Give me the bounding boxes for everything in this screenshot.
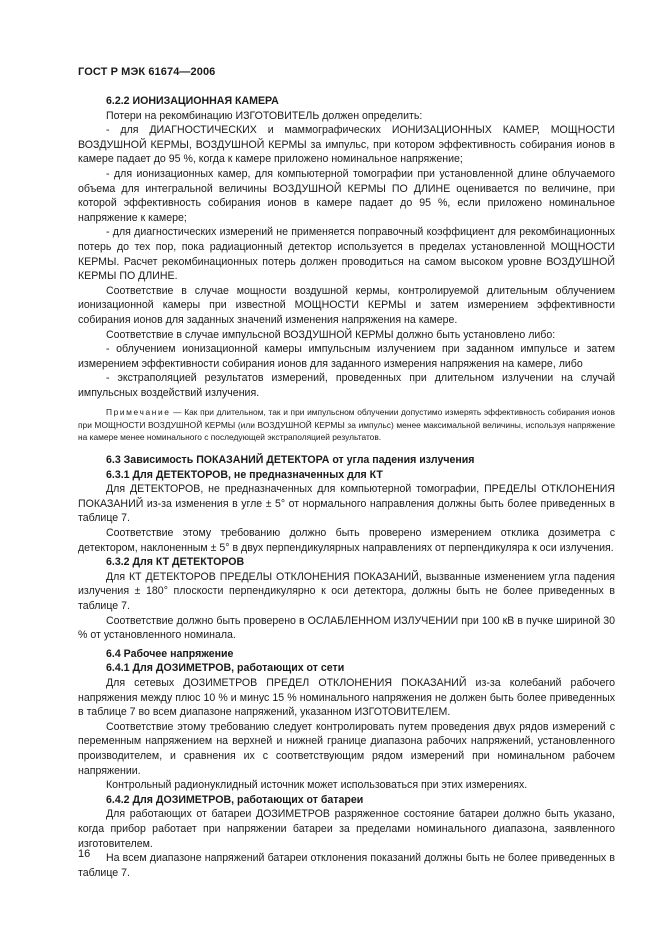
paragraph: Соответствие должно быть проверено в ОСЛАБЛЕННОМ ИЗЛУЧЕНИИ при 100 кВ в пучке шириной 30 % от установленного номинала.: [78, 614, 615, 642]
paragraph: Для ДЕТЕКТОРОВ, не предназначенных для компьютерной томографии, ПРЕДЕЛЫ ОТКЛОНЕНИЯ ПОКАЗАНИЙ из-за изменения в угле ± 5° от нормального направления должны быть более приведенных в таблице 7.: [78, 483, 615, 525]
paragraph: На всем диапазоне напряжений батареи отклонения показаний должны быть не более приведенных в таблице 7.: [78, 852, 615, 879]
paragraph: - для ионизационных камер, для компьютерной томографии при установленной длине облучаемого объема для интегральной величины ВОЗДУШНОЙ КЕРМЫ ПО ДЛИНЕ оценивается по величине, при которой эффективность собирания ионов в камере падает до 95 %, если приложено номинальное напряжение к камере;: [78, 167, 615, 224]
note: [78, 406, 615, 443]
paragraph: Для работающих от батареи ДОЗИМЕТРОВ разряженное состояние батареи должно быть указано, когда прибор работает при напряжении батареи за пределами номинального диапазона, заявленного изготовителем.: [78, 808, 615, 850]
paragraph: Соответствие этому требованию должно быть проверено измерением отклика дозиметра с детектором, наклоненным ± 5° в двух перпендикулярных направлениях от перпендикуляра к оси излучения.: [78, 527, 615, 554]
section-heading: 6.2.2 ИОНИЗАЦИОННАЯ КАМЕРА: [106, 95, 279, 107]
document-header: ГОСТ Р МЭК 61674—2006: [78, 66, 216, 78]
paragraph: - для ДИАГНОСТИЧЕСКИХ и маммографических ИОНИЗАЦИОННЫХ КАМЕР, МОЩНОСТИ ВОЗДУШНОЙ КЕРМЫ, ВОЗДУШНОЙ КЕРМЫ за импульс, при котором эффективность собирания ионов в камере падает до 95 %, когда к камере приложено номинальное напряжение;: [78, 124, 615, 166]
paragraph: Потери на рекомбинацию ИЗГОТОВИТЕЛЬ должен определить:: [106, 109, 423, 122]
paragraph: - для диагностических измерений не применяется поправочный коэффициент для рекомбинационных потерь до тех пор, пока радиационный детектор используется в пределах установленной МОЩНОСТИ КЕРМЫ. Расчет рекомбинационных потерь должен проводиться на самом высоком уровне ВОЗДУШНОЙ КЕРМЫ ПО ДЛИНЕ.: [78, 226, 615, 283]
paragraph: - облучением ионизационной камеры импульсным излучением при заданном импульсе и затем измерением эффективности собирания ионов для заданного измерения напряжения на камере, либо: [78, 343, 615, 370]
paragraph: Для сетевых ДОЗИМЕТРОВ ПРЕДЕЛ ОТКЛОНЕНИЯ ПОКАЗАНИЙ из-за колебаний рабочего напряжения между плюс 10 % и минус 15 % номинального напряжения не должен быть более приведенных в таблице 7 во всем диапазоне напряжений, указанном ИЗГОТОВИТЕЛЕМ.: [78, 676, 615, 719]
paragraph: Для КТ ДЕТЕКТОРОВ ПРЕДЕЛЫ ОТКЛОНЕНИЯ ПОКАЗАНИЙ, вызванные изменением угла падения излучения ± 180° плоскости перпендикулярно к оси детектора, должны быть не более приведенных в таблице 7.: [78, 570, 615, 613]
subsection-heading: 6.4.1 Для ДОЗИМЕТРОВ, работающих от сети: [106, 662, 345, 675]
paragraph: Соответствие этому требованию следует контролировать путем проведения двух рядов измерений с переменным напряжением на верхней и нижней границе диапазона рабочих напряжений, установленного производителем, и сравнения их с соответствующим рядом измерений при номинальном рабочем напряжении.: [78, 720, 615, 777]
note-text: — Как при длительном, так и при импульсном облучении допустимо измерять эффективность собирания ионов при МОЩНОСТИ ВОЗДУШНОЙ КЕРМЫ (или ВОЗДУШНОЙ КЕРМЫ за импульс) менее максимальной величины, используя напряжение на камере менее номинального с последующей экстраполяцией результатов.: [78, 407, 615, 442]
section-heading: 6.3 Зависимость ПОКАЗАНИЙ ДЕТЕКТОРА от угла падения излучения: [106, 454, 475, 467]
page-number: 16: [78, 848, 91, 860]
subsection-heading: 6.3.2 Для КТ ДЕТЕКТОРОВ: [106, 556, 245, 569]
paragraph: Контрольный радионуклидный источник может использоваться при этих измерениях.: [106, 779, 528, 792]
subsection-heading: 6.3.1 Для ДЕТЕКТОРОВ, не предназначенных для КТ: [106, 468, 383, 481]
page-content: [78, 94, 615, 880]
section-heading: 6.4 Рабочее напряжение: [106, 647, 234, 660]
paragraph: - экстраполяцией результатов измерений, проведенных при длительном излучении на случай импульсных воздействий излучения.: [78, 372, 615, 399]
subsection-heading: 6.4.2 Для ДОЗИМЕТРОВ, работающих от батареи: [106, 793, 364, 806]
note-label: Примечание: [106, 407, 171, 418]
paragraph: Соответствие в случае импульсной ВОЗДУШНОЙ КЕРМЫ должно быть установлено либо:: [106, 328, 556, 341]
paragraph: Соответствие в случае мощности воздушной кермы, контролируемой длительным облучением ионизационной камеры при известной МОЩНОСТИ КЕРМЫ и затем измерением эффективности собирания ионов для заданных значений изменения напряжения на камере.: [78, 284, 615, 326]
